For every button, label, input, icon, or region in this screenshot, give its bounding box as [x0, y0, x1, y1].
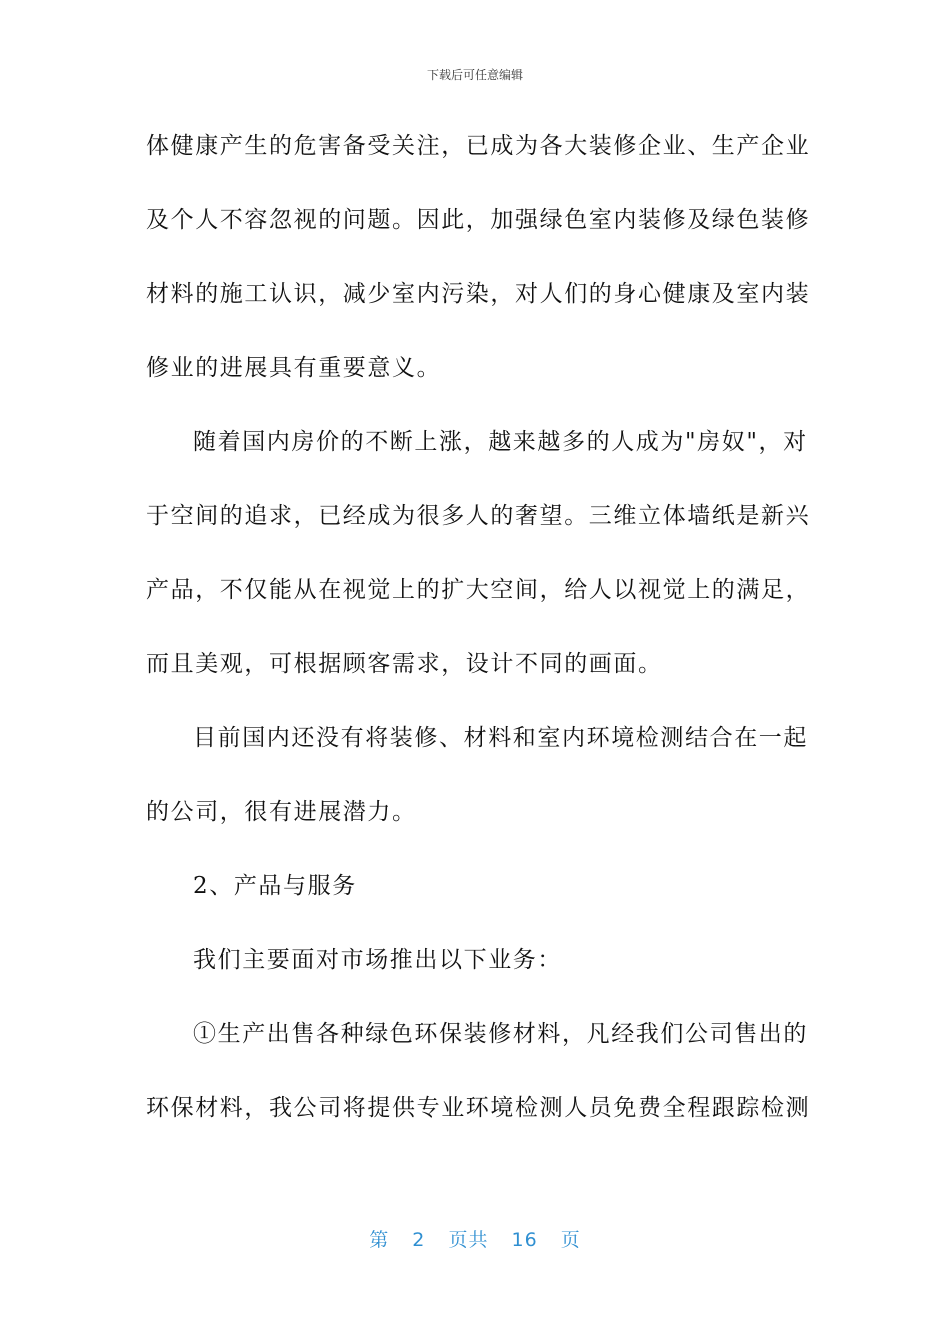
text-line: 我们主要面对市场推出以下业务：	[193, 947, 562, 973]
text-line: 于空间的追求，已经成为很多人的奢望。三维立体墙纸是新兴	[146, 503, 811, 529]
text-line: 而且美观，可根据顾客需求，设计不同的画面。	[146, 651, 663, 677]
text-line: 随着国内房价的不断上涨，越来越多的人成为"房奴"，对	[193, 429, 808, 455]
document-body	[146, 124, 811, 1160]
text-line: 产品，不仅能从在视觉上的扩大空间，给人以视觉上的满足，	[146, 577, 811, 603]
text-line: 的公司，很有进展潜力。	[146, 799, 417, 825]
text-line: ①生产出售各种绿色环保装修材料，凡经我们公司售出的	[193, 1021, 808, 1047]
text-line: 及个人不容忽视的问题。因此，加强绿色室内装修及绿色装修	[146, 207, 811, 233]
footer-page-number: 2	[412, 1229, 426, 1251]
text-line: 环保材料，我公司将提供专业环境检测人员免费全程跟踪检测	[146, 1095, 811, 1121]
footer-suffix: 页	[560, 1229, 581, 1251]
text-line: 目前国内还没有将装修、材料和室内环境检测结合在一起	[193, 725, 808, 751]
page-header: 下载后可任意编辑	[426, 68, 523, 82]
text-line: 材料的施工认识，减少室内污染，对人们的身心健康及室内装	[146, 281, 811, 307]
footer-total-pages: 16	[511, 1229, 538, 1251]
text-line: 体健康产生的危害备受关注，已成为各大装修企业、生产企业	[146, 133, 811, 159]
section-heading: 2、产品与服务	[193, 873, 357, 899]
footer-prefix: 第	[369, 1229, 390, 1251]
footer-middle: 页共	[448, 1229, 489, 1251]
page-footer	[0, 1225, 950, 1252]
text-line: 修业的进展具有重要意义。	[146, 355, 442, 381]
